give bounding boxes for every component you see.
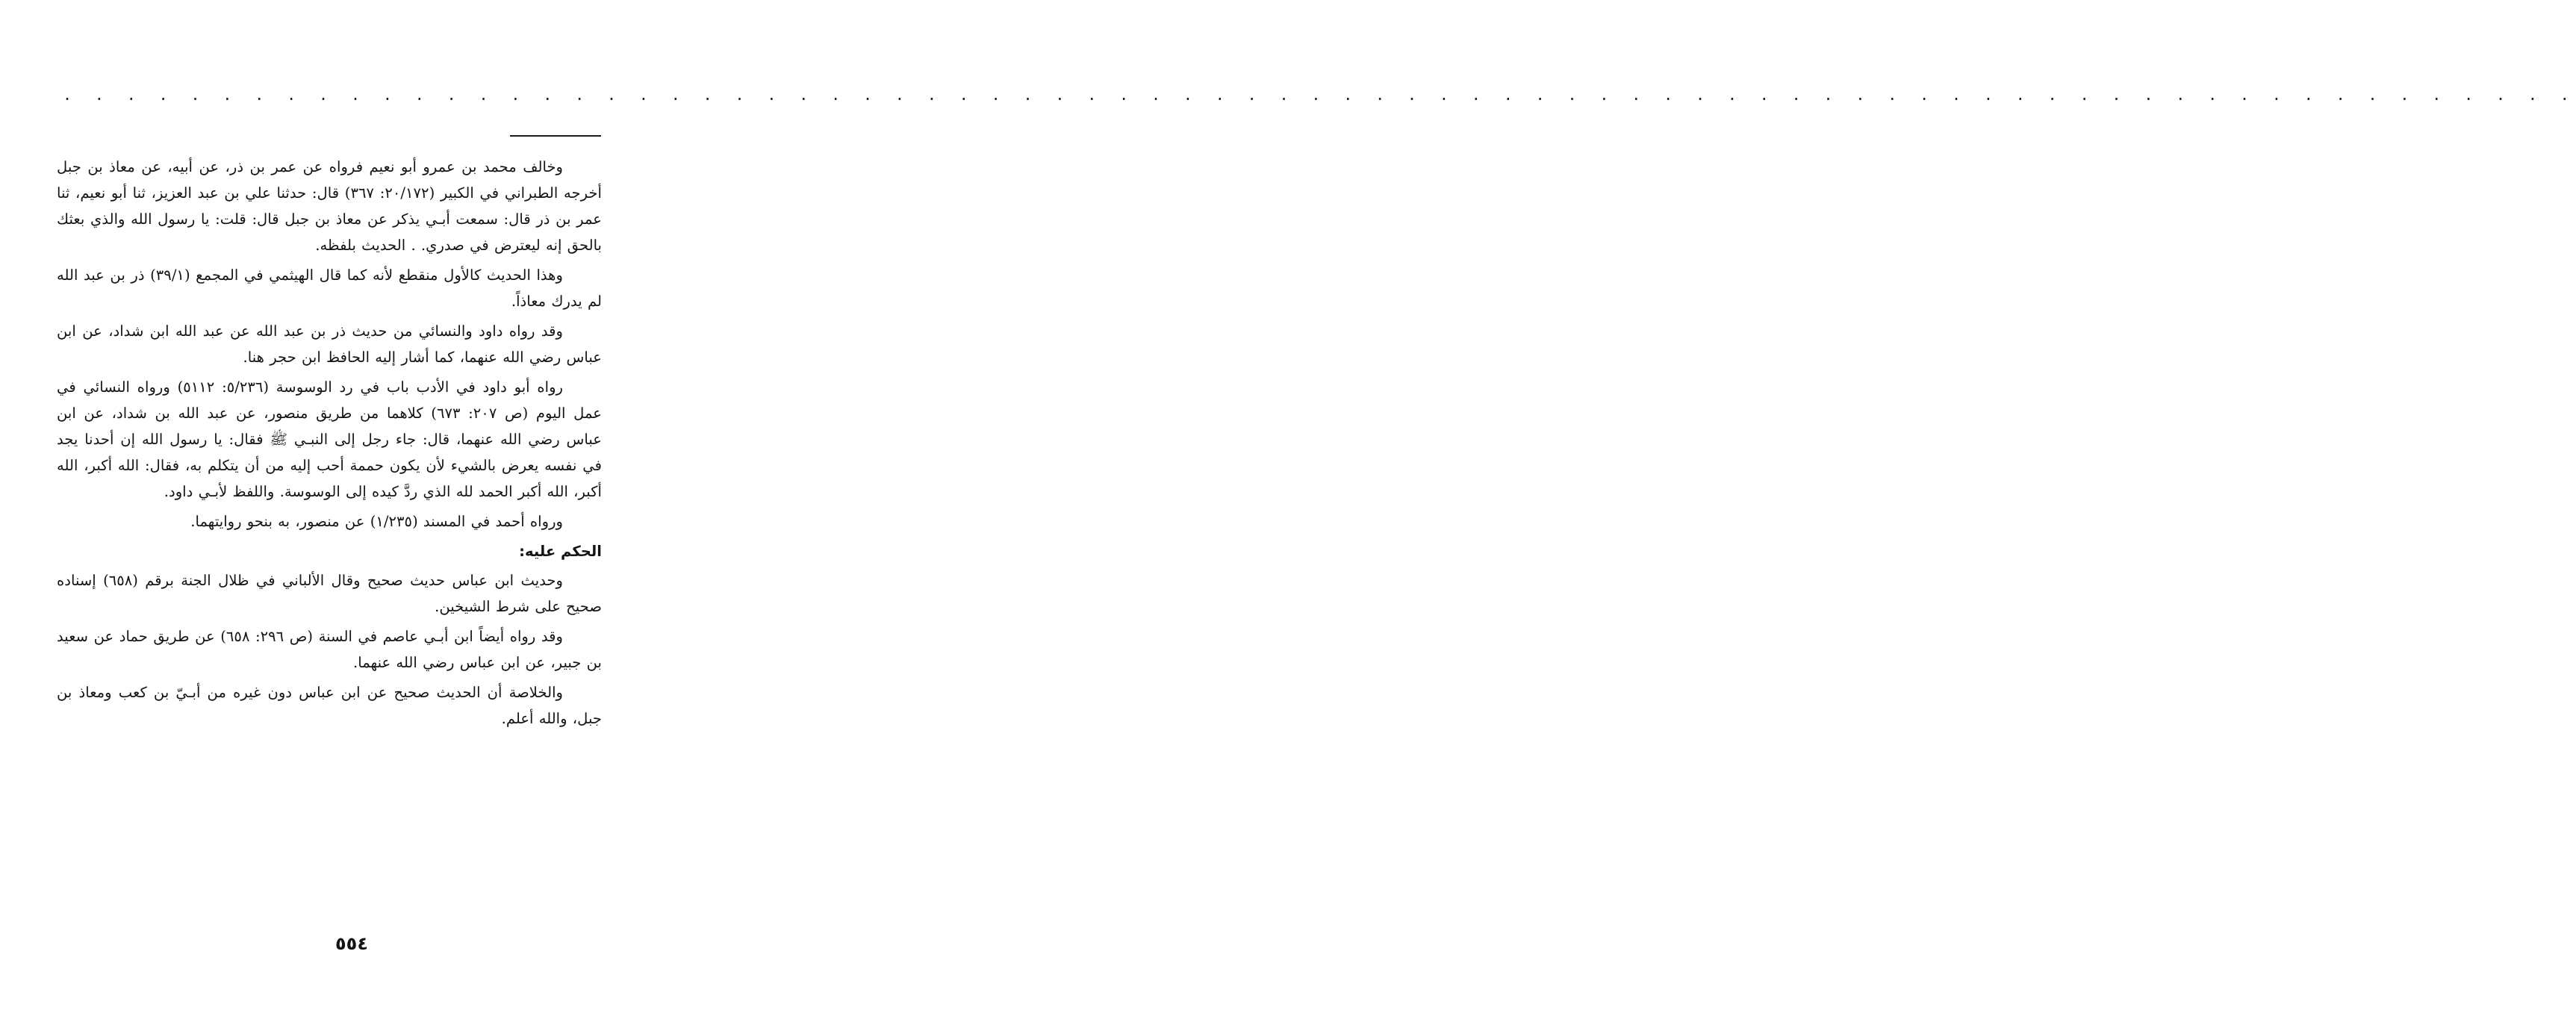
paragraph: ورواه أحمد في المسند (١/٢٣٥) عن منصور، به بنحو روايتهما.: [190, 513, 563, 530]
dotted-separator: . . . . . . . . . . . . . . . . . . . . . . . . . . . . . . . . . . . . . . . . . . . . . . . . . . . . . . . . . . . . . . . . . . . . . . . . . . . . . . .: [63, 86, 2576, 104]
judgment-heading: الحكم عليه:: [519, 543, 602, 560]
main-text: [57, 154, 602, 735]
paragraph: وخالف محمد بن عمرو أبو نعيم فرواه عن عمر بن ذر، عن أبيه، عن معاذ بن جبل أخرجه الطبراني في الكبير (٢٠/١٧٢: ٣٦٧) قال: حدثنا علي بن عبد العزيز، ثنا أبو نعيم، ثنا عمر بن ذر قال: سمعت أبـي يذكر عن معاذ بن جبل قال: قلت: يا رسول الله والذي بعثك بالحق إنه ليعترض في صدري. . الحديث بلفظه.: [57, 158, 602, 254]
paragraph: وقد رواه أيضاً ابن أبـي عاصم في السنة (ص ٢٩٦: ٦٥٨) عن طريق حماد عن سعيد بن جبير، عن ابن عباس رضي الله عنهما.: [57, 628, 602, 671]
paragraph: وهذا الحديث كالأول منقطع لأنه كما قال الهيثمي في المجمع (٣٩/١) ذر بن عبد الله لم يدرك معاذاً.: [57, 267, 602, 310]
paragraph: والخلاصة أن الحديث صحيح عن ابن عباس دون غيره من أبـيّ بن كعب ومعاذ بن جبل، والله أعلم.: [57, 684, 602, 727]
paragraph: رواه أبو داود في الأدب باب في رد الوسوسة (٥/٢٣٦: ٥١١٢) ورواه النسائي في عمل اليوم (ص ٢٠٧: ٦٧٣) كلاهما من طريق منصور، عن عبد الله بن شداد، عن ابن عباس رضي الله عنهما، قال: جاء رجل إلى النبـي ﷺ فقال: يا رسول الله إن أحدنا يجد في نفسه يعرض بالشيء لأن يكون حممة أحب إليه من أن يتكلم به، فقال: الله أكبر، الله أكبر، الله أكبر الحمد لله الذي ردَّ كيده إلى الوسوسة. واللفظ لأبـي داود.: [57, 378, 602, 500]
paragraph: وحديث ابن عباس حديث صحيح وقال الألباني في ظلال الجنة برقم (٦٥٨) إسناده صحيح على شرط الشيخين.: [57, 572, 602, 615]
footnote-rule: [510, 135, 601, 137]
paragraph: وقد رواه داود والنسائي من حديث ذر بن عبد الله عن عبد الله ابن شداد، عن ابن عباس رضي الله عنهما، كما أشار إليه الحافظ ابن حجر هنا.: [57, 323, 602, 366]
page-number: ٥٥٤: [335, 933, 368, 954]
